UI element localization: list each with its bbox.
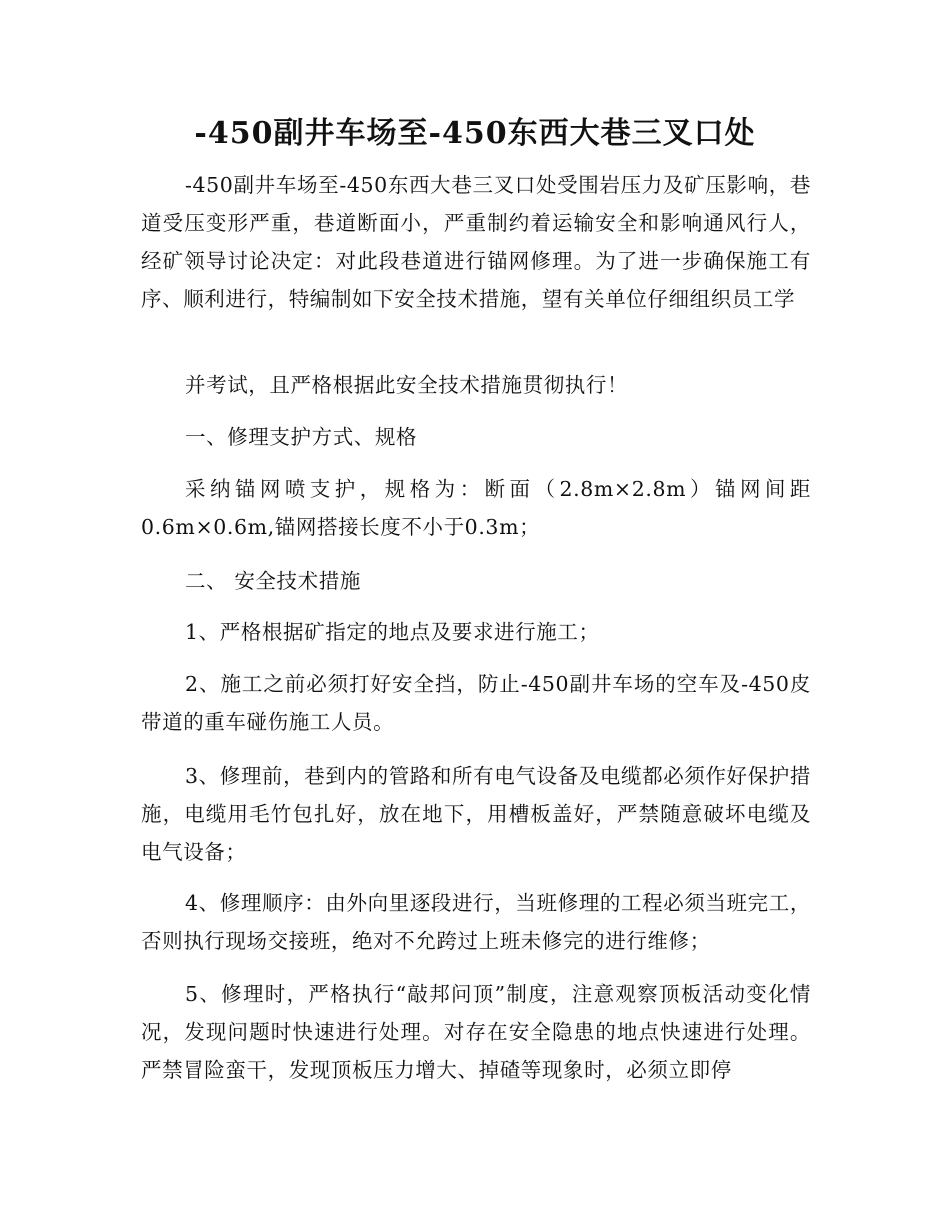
list-item-4: 4、修理顺序：由外向里逐段进行，当班修理的工程必须当班完工，否则执行现场交接班，绝对不允跨过上班未修完的进行维修； bbox=[141, 891, 811, 953]
list-item-2: 2、施工之前必须打好安全挡，防止-450副井车场的空车及-450皮带道的重车碰伤施工人员。 bbox=[141, 672, 811, 734]
document-title: -450副井车场至-450东西大巷三叉口处 bbox=[194, 116, 756, 151]
list-item-1: 1、严格根据矿指定的地点及要求进行施工； bbox=[185, 620, 600, 644]
list-item-3: 3、修理前，巷到内的管路和所有电气设备及电缆都必须作好保护措施，电缆用毛竹包扎好，放在地下，用槽板盖好，严禁随意破坏电缆及电气设备； bbox=[141, 764, 811, 864]
paragraph-intro: -450副井车场至-450东西大巷三叉口处受围岩压力及矿压影响，巷道受压变形严重，巷道断面小，严重制约着运输安全和影响通风行人，经矿领导讨论决定：对此段巷道进行锚网修理。为了进一步确保施工有序、顺利进行，特编制如下安全技术措施，望有关单位仔细组织员工学 bbox=[141, 173, 811, 311]
section-heading-support: 一、修理支护方式、规格 bbox=[185, 425, 418, 449]
section-heading-safety: 二、 安全技术措施 bbox=[185, 569, 361, 593]
list-item-5: 5、修理时，严格执行“敲邦问顶”制度，注意观察顶板活动变化情况，发现问题时快速进行处理。对存在安全隐患的地点快速进行处理。严禁冒险蛮干，发现顶板压力增大、掉碴等现象时，必须立即停 bbox=[141, 982, 811, 1082]
paragraph-support-spec: 采纳锚网喷支护，规格为：断面（2.8m×2.8m）锚网间距0.6m×0.6m,锚网搭接长度不小于0.3m； bbox=[141, 477, 811, 539]
paragraph-exam: 并考试，且严格根据此安全技术措施贯彻执行！ bbox=[185, 373, 629, 397]
